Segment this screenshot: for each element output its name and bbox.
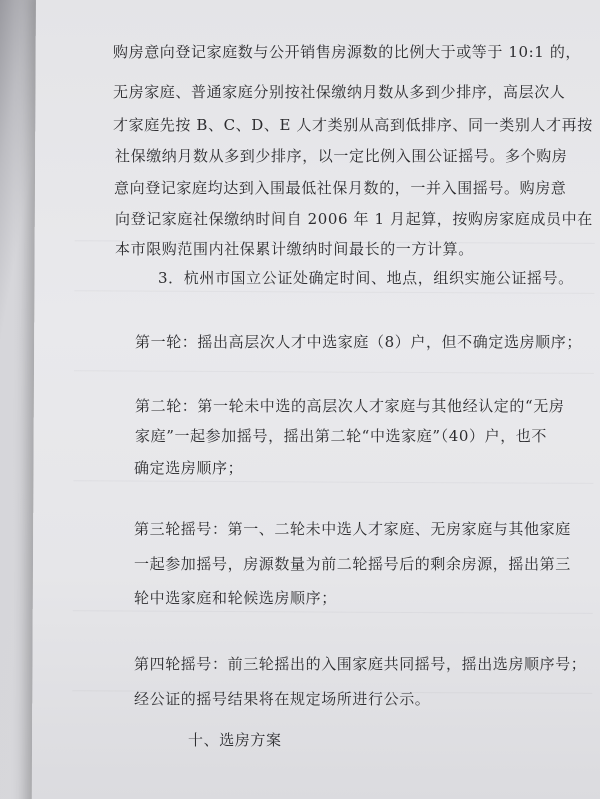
section-item-3: 3．杭州市国立公证处确定时间、地点，组织实施公证摇号。: [158, 269, 574, 287]
paragraph-line: 向登记家庭社保缴纳时间自 2006 年 1 月起算，按购房家庭成员中在: [115, 210, 593, 228]
round-4-line: 经公证的摇号结果将在规定场所进行公示。: [134, 690, 431, 708]
round-2-line: 家庭”一起参加摇号，摇出第二轮“中选家庭”（40）户，也不: [135, 427, 547, 445]
round-1-line: 第一轮：摇出高层次人才中选家庭（8）户，但不确定选房顺序；: [135, 333, 582, 351]
paragraph-line: 无房家庭、普通家庭分别按社保缴纳月数从多到少排序，高层次人: [113, 83, 566, 101]
paragraph-line: 才家庭先按 B、C、D、E 人才类别从高到低排序、同一类别人才再按: [113, 116, 593, 134]
round-2-line: 第二轮：第一轮未中选的高层次人才家庭与其他经认定的“无房: [135, 397, 565, 415]
paragraph-line: 意向登记家庭均达到入围最低社保月数的，一并入围摇号。购房意: [114, 179, 567, 197]
round-2-line: 确定选房顺序；: [134, 459, 244, 477]
round-3-line: 第三轮摇号：第一、二轮未中选人才家庭、无房家庭与其他家庭: [134, 520, 571, 538]
round-3-line: 一起参加摇号，房源数量为前二轮摇号后的剩余房源，摇出第三: [134, 555, 571, 573]
paragraph-line: 本市限购范围内社保累计缴纳时间最长的一方计算。: [115, 240, 474, 258]
round-3-line: 轮中选家庭和轮候选房顺序；: [134, 589, 337, 607]
paragraph-line: 社保缴纳月数从多到少排序，以一定比例入围公证摇号。多个购房: [115, 147, 568, 165]
section-heading: 十、选房方案: [188, 731, 282, 749]
round-4-line: 第四轮摇号：前三轮摇出的入围家庭共同摇号，摇出选房顺序号；: [134, 655, 587, 673]
paragraph-line: 购房意向登记家庭数与公开销售房源数的比例大于或等于 10:1 的，: [113, 43, 582, 61]
